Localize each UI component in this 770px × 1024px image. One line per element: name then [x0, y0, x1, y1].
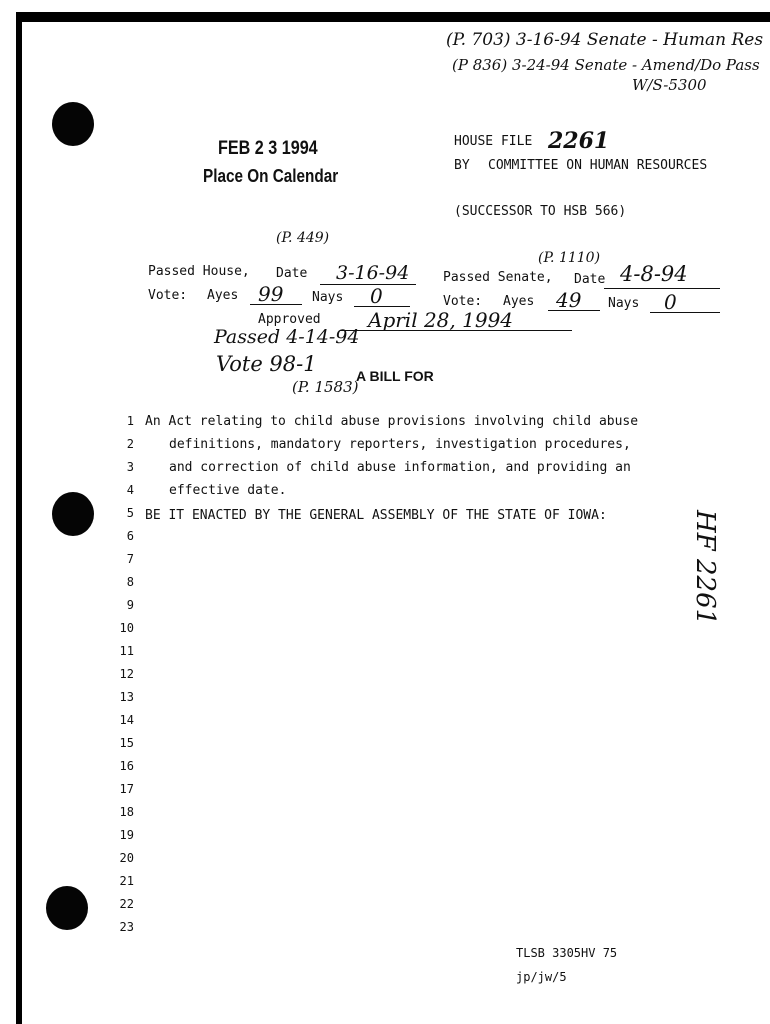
punch-hole-top [52, 102, 94, 146]
page-border-left [16, 12, 22, 1024]
house-date-label: Date [276, 266, 308, 281]
senate-nays-line [650, 312, 720, 313]
bill-text-line: effective date. [169, 483, 287, 498]
bill-text-line: An Act relating to child abuse provisions involving child abuse [145, 414, 639, 429]
footer-initials: jp/jw/5 [516, 970, 567, 984]
house-nays-label: Nays [312, 290, 344, 305]
bill-text-line: and correction of child abuse information, and providing an [169, 460, 631, 475]
house-date-line [320, 284, 416, 285]
repassed-vote: Vote 98-1 [216, 352, 317, 376]
line-number: 20 [119, 851, 134, 865]
line-number: 9 [126, 598, 134, 612]
house-ayes: 99 [258, 282, 284, 306]
line-number: 12 [119, 667, 134, 681]
house-date: 3-16-94 [336, 262, 410, 284]
line-number: 6 [126, 529, 134, 543]
line-number: 8 [126, 575, 134, 589]
line-number: 1 [126, 414, 134, 428]
punch-hole-middle [52, 492, 94, 536]
line-number: 17 [119, 782, 134, 796]
senate-ayes: 49 [556, 288, 582, 312]
senate-vote-label: Vote: [443, 294, 483, 309]
house-page-note: (P. 449) [276, 230, 330, 246]
senate-page-note: (P. 1110) [538, 250, 601, 266]
successor-note: (SUCCESSOR TO HSB 566) [454, 204, 627, 219]
page-border-top [16, 12, 770, 22]
house-ayes-label: Ayes [207, 288, 239, 303]
senate-nays-label: Nays [608, 296, 640, 311]
annotation-line-3: W/S-5300 [632, 76, 707, 94]
senate-ayes-line [548, 310, 600, 311]
senate-date-line [604, 288, 720, 289]
line-number: 14 [119, 713, 134, 727]
line-number: 10 [119, 621, 134, 635]
a-bill-for-heading: A BILL FOR [356, 368, 434, 384]
footer-code: TLSB 3305HV 75 [516, 946, 618, 960]
line-number: 15 [119, 736, 134, 750]
line-number: 7 [126, 552, 134, 566]
line-number: 16 [119, 759, 134, 773]
punch-hole-bottom [46, 886, 88, 930]
house-vote-label: Vote: [148, 288, 188, 303]
house-file-number: 2261 [548, 128, 610, 154]
line-number: 2 [126, 437, 134, 451]
line-number: 4 [126, 483, 134, 497]
annotation-line-2: (P 836) 3-24-94 Senate - Amend/Do Pass [452, 56, 760, 74]
committee-name: COMMITTEE ON HUMAN RESOURCES [488, 158, 708, 173]
enacting-clause: BE IT ENACTED BY THE GENERAL ASSEMBLY OF THE STATE OF IOWA: [145, 508, 607, 523]
house-ayes-line [250, 304, 302, 305]
senate-passed-label: Passed Senate, [443, 270, 553, 285]
approved-label: Approved [258, 312, 321, 327]
line-number: 3 [126, 460, 134, 474]
senate-date: 4-8-94 [620, 262, 688, 286]
stamp-action: Place On Calendar [203, 166, 339, 186]
line-number: 23 [119, 920, 134, 934]
line-number: 11 [119, 644, 134, 658]
stamp-date: FEB 2 3 1994 [218, 138, 318, 159]
line-number: 19 [119, 828, 134, 842]
house-nays-line [354, 306, 410, 307]
house-file-label: HOUSE FILE [454, 134, 533, 149]
house-passed-label: Passed House, [148, 264, 250, 279]
approved-line [340, 330, 572, 331]
line-number: 13 [119, 690, 134, 704]
house-nays: 0 [370, 284, 383, 308]
line-number: 5 [126, 506, 134, 520]
line-number: 21 [119, 874, 134, 888]
line-number: 18 [119, 805, 134, 819]
repassed-date: Passed 4-14-94 [214, 326, 360, 348]
senate-date-label: Date [574, 272, 606, 287]
senate-ayes-label: Ayes [503, 294, 535, 309]
senate-nays: 0 [664, 290, 677, 314]
annotation-line-1: (P. 703) 3-16-94 Senate - Human Res [446, 30, 764, 50]
line-number: 22 [119, 897, 134, 911]
bill-text-line: definitions, mandatory reporters, investigation procedures, [169, 437, 631, 452]
side-note-hf-number: HF 2261 [690, 510, 720, 626]
approved-date: April 28, 1994 [368, 308, 514, 332]
by-label: BY [454, 158, 470, 173]
repassed-page-note: (P. 1583) [292, 378, 359, 396]
